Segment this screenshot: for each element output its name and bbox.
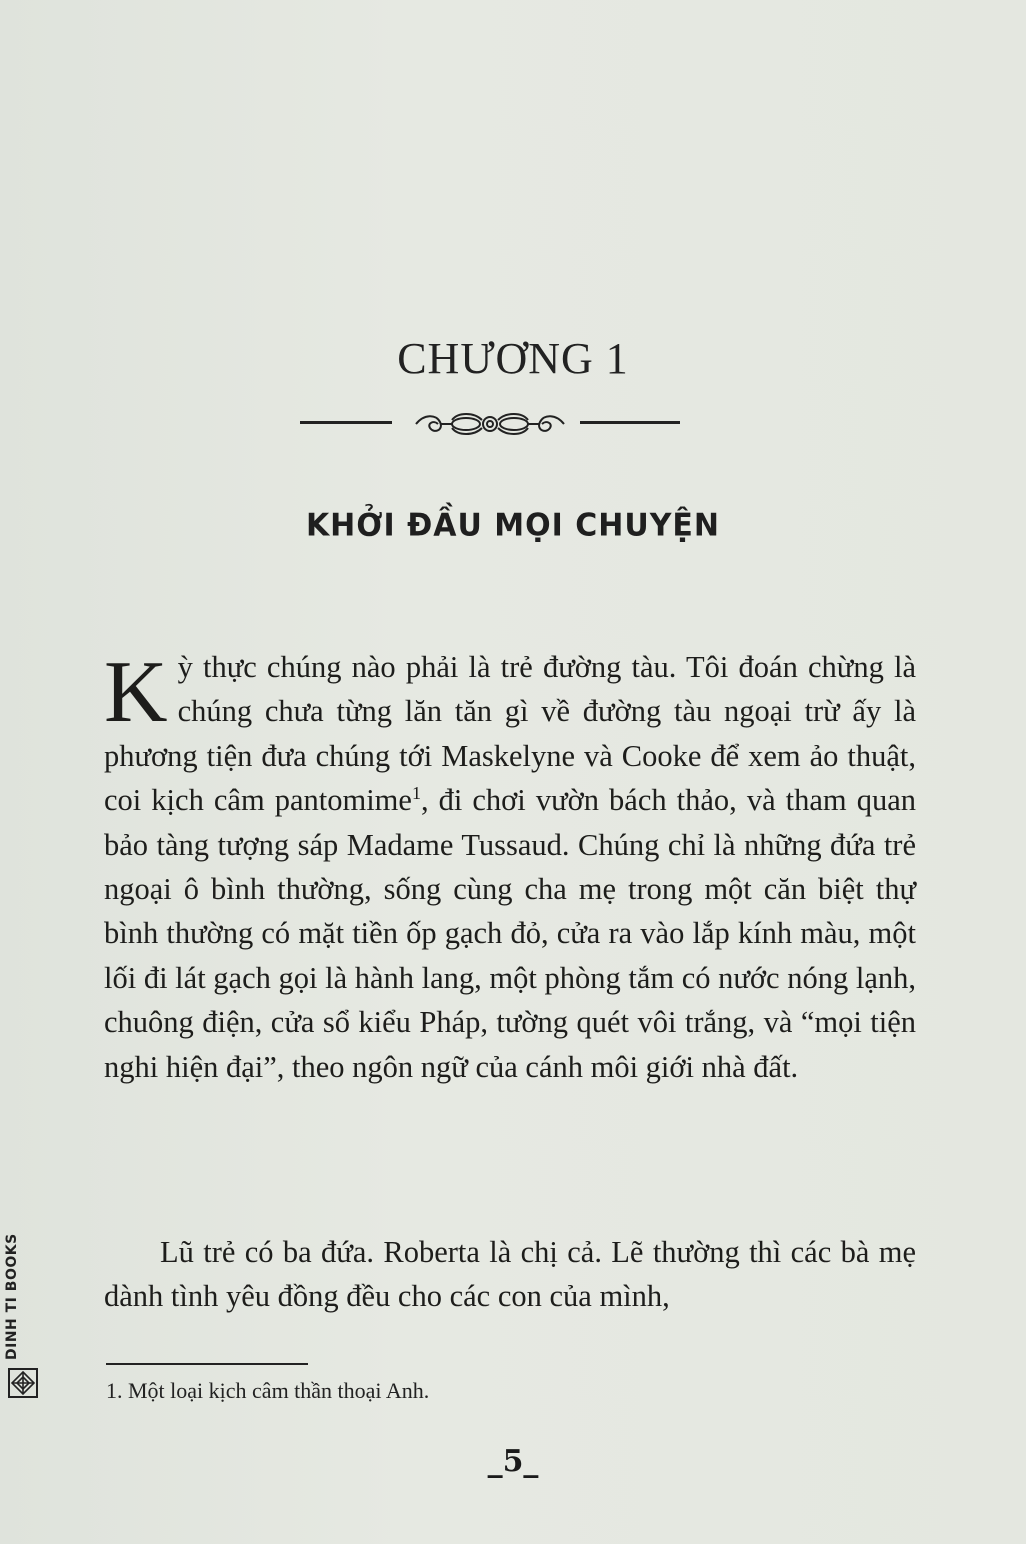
ornament-rule-right (580, 421, 680, 424)
paragraph-1-continued: , đi chơi vườn bách thảo, và tham quan bảo tàng tượng sáp Madame Tussaud. Chúng chỉ là những đứa trẻ ngoại ô bình thường, sống cùng cha mẹ trong một căn biệt thự bình thường có mặt tiền ốp gạch đỏ, cửa ra vào lắp kính màu, một lối đi lát gạch gọi là hành lang, một phòng tắm có nước nóng lạnh, chuông điện, cửa sổ kiểu Pháp, tường quét vôi trắng, và “mọi tiện nghi hiện đại”, theo ngôn ngữ của cánh môi giới nhà đất. (104, 783, 916, 1084)
page-number: _5_ (487, 1444, 539, 1479)
footnote-ref[interactable]: 1 (411, 783, 421, 804)
ornament-rule-left (300, 421, 392, 424)
chapter-ornament (300, 406, 680, 442)
publisher-name: DINH TI BOOKS (4, 1233, 20, 1360)
paragraph-2: Lũ trẻ có ba đứa. Roberta là chị cả. Lẽ thường thì các bà mẹ dành tình yêu đồng đều cho các con của mình, (104, 1235, 916, 1314)
publisher-logo-icon (8, 1368, 38, 1398)
chapter-heading: CHƯƠNG 1 (397, 334, 629, 383)
chapter-subtitle: KHỞI ĐẦU MỌI CHUYỆN (305, 507, 721, 544)
paragraph-1-text: ỳ thực chúng nào phải là trẻ đường tàu. Tôi đoán chừng là chúng chưa từng lăn tăn gì về đường tàu ngoại trừ ấy là phương tiện đưa chúng tới Maskelyne và Cooke để xem ảo thuật, coi kịch câm pantomime (104, 650, 916, 818)
flourish-icon (410, 408, 570, 440)
paragraph-1 (104, 645, 916, 1089)
drop-cap: K (104, 644, 168, 741)
footnote: 1. Một loại kịch câm thần thoại Anh. (106, 1378, 430, 1403)
footnote-divider (106, 1363, 308, 1365)
